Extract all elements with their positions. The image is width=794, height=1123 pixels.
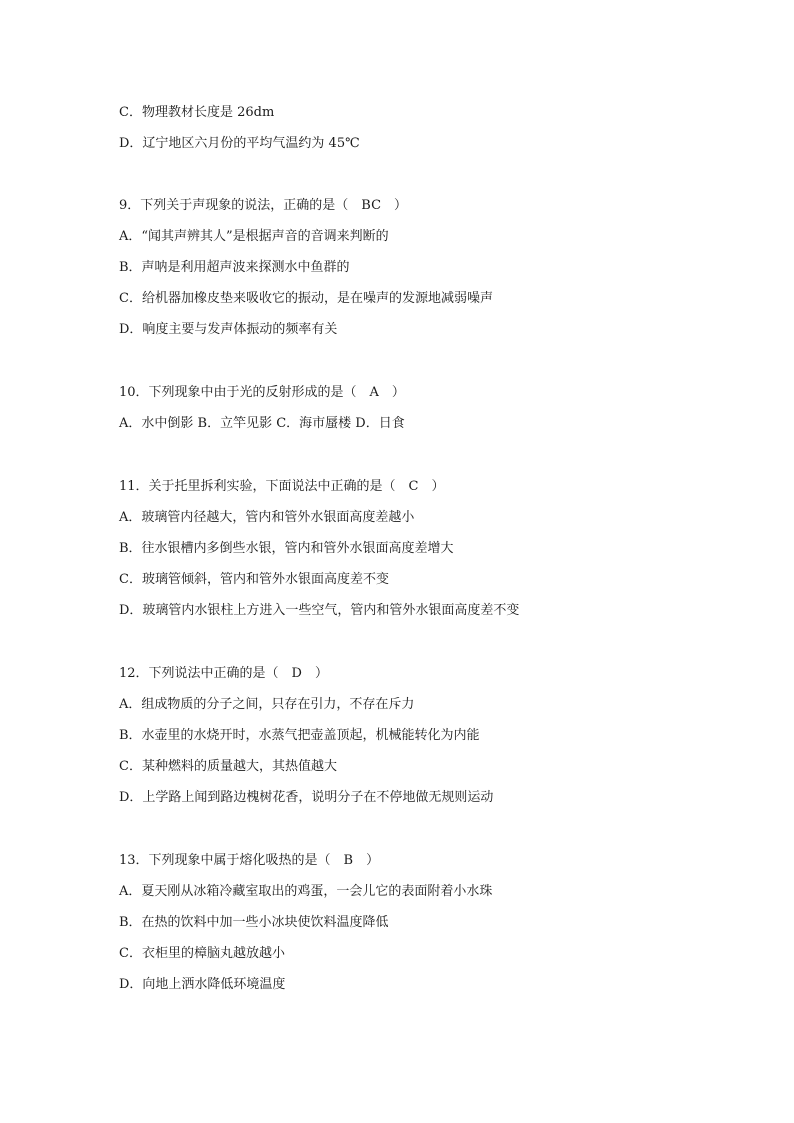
q12-option-d: D．上学路上闻到路边槐树花香，说明分子在不停地做无规则运动 xyxy=(119,790,494,805)
q12-option-c: C．某种燃料的质量越大，其热值越大 xyxy=(119,759,337,774)
q9-option-c: C．给机器加橡皮垫来吸收它的振动，是在噪声的发源地减弱噪声 xyxy=(119,291,493,306)
q11-option-a: A．玻璃管内径越大，管内和管外水银面高度差越小 xyxy=(119,510,415,525)
q13-option-d: D．向地上洒水降低环境温度 xyxy=(119,977,286,992)
q11-option-c: C．玻璃管倾斜，管内和管外水银面高度差不变 xyxy=(119,572,389,587)
q9-stem: 9．下列关于声现象的说法，正确的是（ BC ） xyxy=(119,198,408,213)
q13-stem: 13．下列现象中属于熔化吸热的是（ B ） xyxy=(119,853,380,868)
q10-options: A．水中倒影 B．立竿见影 C．海市蜃楼 D．日食 xyxy=(119,416,405,431)
q13-option-b: B．在热的饮料中加一些小冰块使饮料温度降低 xyxy=(119,915,389,930)
q9-option-a: A．“闻其声辨其人”是根据声音的音调来判断的 xyxy=(119,229,389,244)
q8-option-d: D．辽宁地区六月份的平均气温约为 45℃ xyxy=(119,136,360,151)
q11-stem: 11．关于托里拆利实验，下面说法中正确的是（ C ） xyxy=(119,479,445,494)
q9-option-b: B．声呐是利用超声波来探测水中鱼群的 xyxy=(119,260,350,275)
q8-option-c: C．物理教材长度是 26dm xyxy=(119,105,275,120)
q11-option-b: B．往水银槽内多倒些水银，管内和管外水银面高度差增大 xyxy=(119,541,454,556)
q11-option-d: D．玻璃管内水银柱上方进入一些空气，管内和管外水银面高度差不变 xyxy=(119,603,520,618)
q12-option-a: A．组成物质的分子之间，只存在引力，不存在斥力 xyxy=(119,697,415,712)
q9-option-d: D．响度主要与发声体振动的频率有关 xyxy=(119,322,338,337)
q10-stem: 10．下列现象中由于光的反射形成的是（ A ） xyxy=(119,385,405,400)
q13-option-c: C．衣柜里的樟脑丸越放越小 xyxy=(119,946,285,961)
q13-option-a: A．夏天刚从冰箱冷藏室取出的鸡蛋，一会儿它的表面附着小水珠 xyxy=(119,884,493,899)
q12-stem: 12．下列说法中正确的是（ D ） xyxy=(119,666,328,681)
q12-option-b: B．水壶里的水烧开时，水蒸气把壶盖顶起，机械能转化为内能 xyxy=(119,728,480,743)
